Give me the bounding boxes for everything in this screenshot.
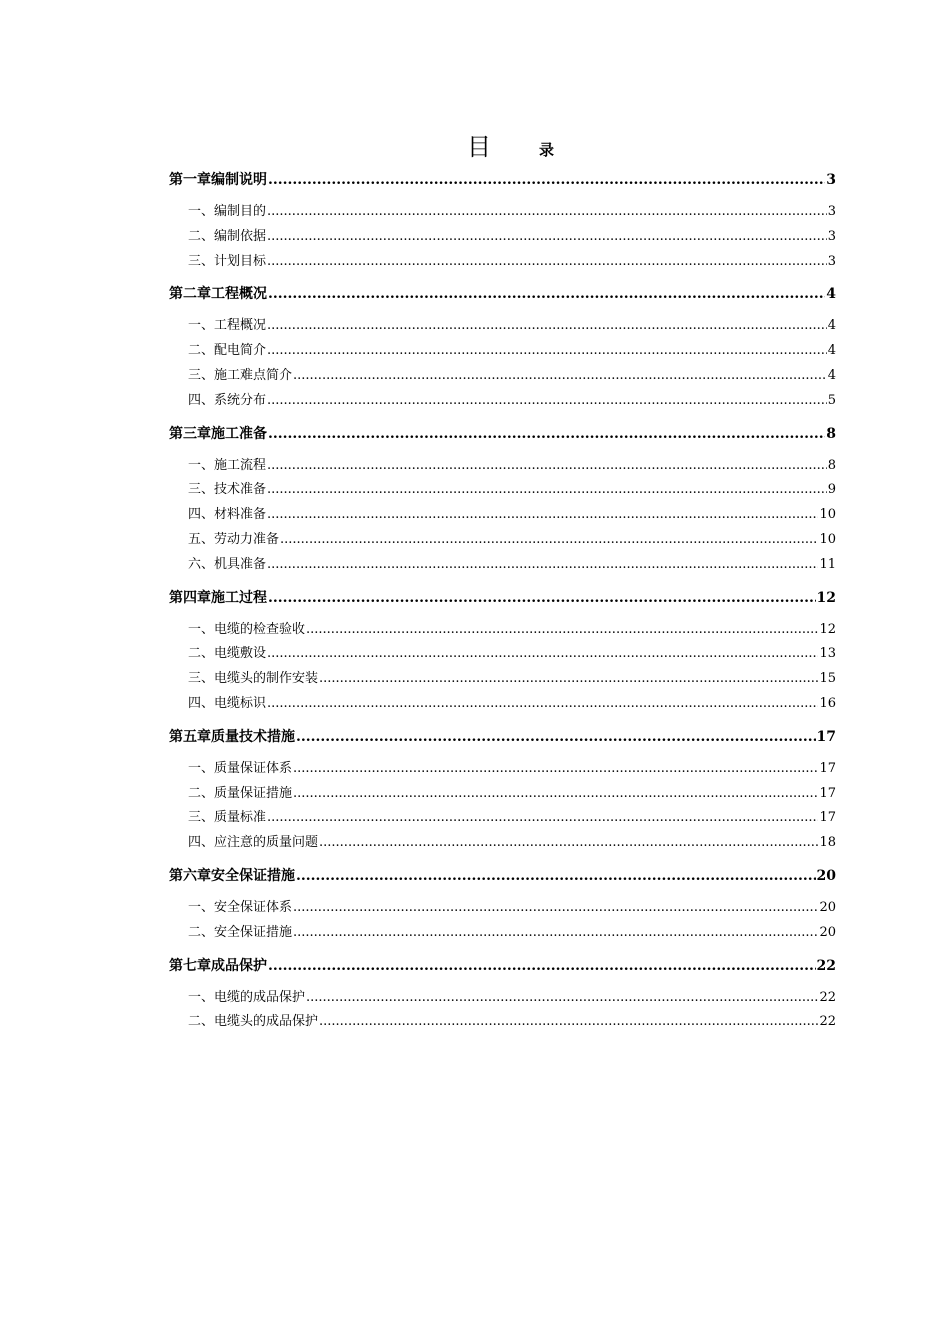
- dot-leader: [296, 723, 816, 751]
- section-title: 二、电缆敷设: [188, 646, 267, 662]
- dot-leader: [268, 420, 825, 448]
- chapter-page-number: 17: [816, 728, 836, 745]
- section-title: 一、施工流程: [188, 457, 267, 473]
- toc-chapter-entry[interactable]: [169, 420, 836, 448]
- toc-section-entry[interactable]: [169, 1010, 836, 1035]
- dot-leader: [268, 584, 816, 612]
- section-title: 一、电缆的成品保护: [188, 989, 306, 1005]
- dot-leader: [280, 528, 818, 553]
- chapter-page-number: 22: [816, 957, 836, 974]
- section-title: 四、应注意的质量问题: [188, 835, 319, 851]
- section-page-number: 17: [819, 810, 836, 826]
- toc-section-entry[interactable]: [169, 757, 836, 782]
- section-title: 三、质量标准: [188, 810, 267, 826]
- section-page-number: 10: [819, 531, 836, 547]
- section-title: 一、工程概况: [188, 318, 267, 334]
- toc-section-entry[interactable]: [169, 364, 836, 389]
- chapter-title: 编制说明: [211, 172, 267, 188]
- dot-leader: [267, 503, 818, 528]
- section-page-number: 22: [819, 989, 836, 1005]
- chapter-page-number: 4: [826, 286, 836, 303]
- dot-leader: [306, 618, 818, 643]
- dot-leader: [267, 642, 818, 667]
- dot-leader: [319, 831, 818, 856]
- section-page-number: 17: [819, 760, 836, 776]
- toc-section-entry[interactable]: [169, 692, 836, 717]
- dot-leader: [267, 314, 827, 339]
- section-page-number: 8: [827, 457, 836, 473]
- dot-leader: [267, 692, 818, 717]
- section-page-number: 20: [819, 899, 836, 915]
- section-page-number: 22: [819, 1014, 836, 1030]
- section-title: 三、施工难点简介: [188, 367, 293, 383]
- section-title: 三、计划目标: [188, 253, 267, 269]
- dot-leader: [267, 225, 827, 250]
- toc-section-entry[interactable]: [169, 454, 836, 479]
- section-title: 四、电缆标识: [188, 695, 267, 711]
- dot-leader: [267, 389, 827, 414]
- toc-section-entry[interactable]: [169, 667, 836, 692]
- section-page-number: 10: [819, 507, 836, 523]
- chapter-title: 施工准备: [211, 425, 267, 442]
- toc-title-part2: 录: [539, 141, 555, 159]
- chapter-title: 安全保证措施: [211, 867, 295, 884]
- toc-title-part1: 目: [467, 133, 491, 161]
- toc-section-entry[interactable]: [169, 806, 836, 831]
- section-page-number: 12: [819, 621, 836, 637]
- chapter-number: 第二章: [169, 286, 211, 303]
- toc-section-entry[interactable]: [169, 921, 836, 946]
- dot-leader: [267, 553, 818, 578]
- section-title: 一、安全保证体系: [188, 899, 293, 915]
- section-title: 六、机具准备: [188, 556, 267, 572]
- section-title: 一、质量保证体系: [188, 760, 293, 776]
- section-title: 二、编制依据: [188, 228, 267, 244]
- chapter-number: 第三章: [169, 425, 211, 442]
- section-page-number: 16: [819, 695, 836, 711]
- dot-leader: [319, 1010, 818, 1035]
- dot-leader: [293, 757, 818, 782]
- section-page-number: 3: [827, 253, 836, 269]
- toc-section-entry[interactable]: [169, 831, 836, 856]
- toc-section-entry[interactable]: [169, 389, 836, 414]
- section-page-number: 15: [819, 671, 836, 687]
- section-title: 二、配电简介: [188, 343, 267, 359]
- chapter-page-number: 8: [826, 425, 836, 442]
- dot-leader: [306, 986, 818, 1011]
- chapter-number: 第五章: [169, 728, 211, 745]
- toc-section-entry[interactable]: [169, 503, 836, 528]
- section-page-number: 11: [819, 556, 836, 572]
- section-page-number: 18: [819, 835, 836, 851]
- toc-section-entry[interactable]: [169, 225, 836, 250]
- section-page-number: 13: [819, 646, 836, 662]
- chapter-title: 成品保护: [211, 957, 267, 974]
- section-page-number: 5: [827, 392, 836, 408]
- section-title: 二、电缆头的成品保护: [188, 1014, 319, 1030]
- dot-leader: [267, 200, 827, 225]
- toc-section-entry[interactable]: [169, 250, 836, 275]
- section-page-number: 4: [827, 318, 836, 334]
- section-page-number: 9: [827, 482, 836, 498]
- toc-section-entry[interactable]: [169, 339, 836, 364]
- toc-section-entry[interactable]: [169, 314, 836, 339]
- dot-leader: [267, 806, 818, 831]
- toc-chapter-entry[interactable]: [169, 280, 836, 308]
- chapter-page-number: 3: [826, 172, 836, 188]
- chapter-page-number: 12: [816, 589, 836, 606]
- toc-chapter-entry[interactable]: [169, 952, 836, 980]
- dot-leader: [267, 250, 827, 275]
- section-title: 四、材料准备: [188, 507, 267, 523]
- toc-section-entry[interactable]: [169, 896, 836, 921]
- dot-leader: [268, 280, 825, 308]
- section-title: 三、技术准备: [188, 482, 267, 498]
- section-page-number: 17: [819, 785, 836, 801]
- section-title: 五、劳动力准备: [188, 531, 280, 547]
- toc-title: [0, 130, 950, 164]
- section-title: 一、电缆的检查验收: [188, 621, 306, 637]
- toc-section-entry[interactable]: [169, 642, 836, 667]
- toc-section-entry[interactable]: [169, 618, 836, 643]
- dot-leader: [296, 862, 816, 890]
- toc-section-entry[interactable]: [169, 200, 836, 225]
- chapter-number: 第一章: [169, 172, 211, 188]
- chapter-number: 第六章: [169, 867, 211, 884]
- dot-leader: [268, 952, 816, 980]
- toc-section-entry[interactable]: [169, 528, 836, 553]
- section-page-number: 4: [827, 367, 836, 383]
- chapter-title: 施工过程: [211, 589, 267, 606]
- dot-leader: [293, 364, 827, 389]
- dot-leader: [268, 166, 825, 194]
- dot-leader: [267, 478, 827, 503]
- dot-leader: [293, 782, 818, 807]
- toc-chapter-entry[interactable]: [169, 584, 836, 612]
- dot-leader: [267, 454, 827, 479]
- table-of-contents: [169, 166, 836, 1035]
- dot-leader: [267, 339, 827, 364]
- section-page-number: 20: [819, 924, 836, 940]
- toc-chapter-entry[interactable]: [169, 862, 836, 890]
- section-page-number: 3: [827, 228, 836, 244]
- chapter-title: 质量技术措施: [211, 728, 295, 745]
- section-title: 三、电缆头的制作安装: [188, 671, 319, 687]
- dot-leader: [293, 921, 818, 946]
- toc-chapter-entry[interactable]: [169, 723, 836, 751]
- section-title: 一、编制目的: [188, 204, 267, 219]
- section-title: 四、系统分布: [188, 392, 267, 408]
- toc-chapter-entry[interactable]: [169, 166, 836, 194]
- dot-leader: [319, 667, 818, 692]
- chapter-title: 工程概况: [211, 286, 267, 303]
- chapter-number: 第四章: [169, 589, 211, 606]
- chapter-page-number: 20: [816, 867, 836, 884]
- section-page-number: 3: [827, 204, 836, 219]
- toc-section-entry[interactable]: [169, 986, 836, 1011]
- dot-leader: [293, 896, 818, 921]
- chapter-number: 第七章: [169, 957, 211, 974]
- section-title: 二、质量保证措施: [188, 785, 293, 801]
- section-page-number: 4: [827, 343, 836, 359]
- toc-section-entry[interactable]: [169, 478, 836, 503]
- section-title: 二、安全保证措施: [188, 924, 293, 940]
- toc-section-entry[interactable]: [169, 782, 836, 807]
- toc-section-entry[interactable]: [169, 553, 836, 578]
